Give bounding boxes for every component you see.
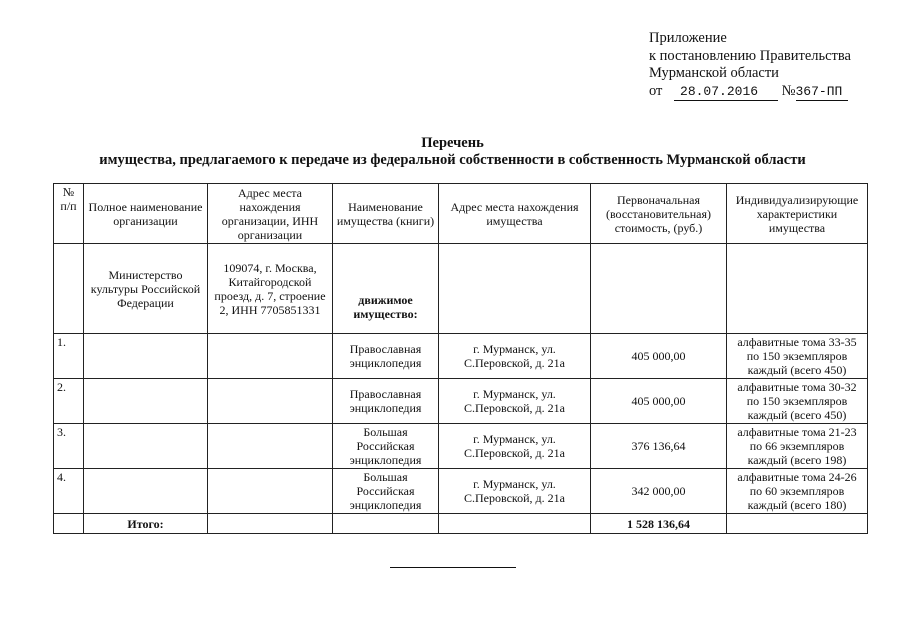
table-row	[54, 334, 868, 379]
title-line-1: Перечень	[421, 135, 484, 151]
appendix-line-3: Мурманской области	[649, 65, 779, 81]
row-empty-address	[208, 424, 333, 469]
row-empty-org	[84, 469, 208, 514]
total-label: Итого:	[84, 514, 208, 534]
row-num: 2.	[54, 379, 84, 424]
header-property-address: Адрес места нахождения имущества	[439, 184, 591, 244]
row-num: 1.	[54, 334, 84, 379]
header-property-name: Наименование имущества (книги)	[333, 184, 439, 244]
row-characteristics: алфавитные тома 33-35 по 150 экземпляров каждый (всего 450)	[727, 334, 868, 379]
appendix-date: 28.07.2016	[674, 83, 778, 102]
row-property-address: г. Мурманск, ул. С.Перовской, д. 21а	[439, 469, 591, 514]
appendix-from-label: от	[649, 82, 663, 99]
property-type: движимое имущество:	[333, 244, 439, 334]
total-empty-address	[208, 514, 333, 534]
table-row	[54, 424, 868, 469]
appendix-date-line	[649, 83, 851, 102]
row-empty-org	[84, 424, 208, 469]
row-empty-org	[84, 334, 208, 379]
end-divider	[390, 567, 516, 568]
org-num-cell	[54, 244, 84, 334]
row-property-address: г. Мурманск, ул. С.Перовской, д. 21а	[439, 379, 591, 424]
header-cost: Первоначальная (восстановительная) стоимость, (руб.)	[591, 184, 727, 244]
appendix-number: 367-ПП	[796, 83, 848, 102]
appendix-line-2: к постановлению Правительства	[649, 47, 851, 64]
table-header-row	[54, 184, 868, 244]
appendix-number-sign: №	[781, 82, 796, 99]
row-empty-address	[208, 379, 333, 424]
org-name: Министерство культуры Российской Федерации	[84, 244, 208, 334]
row-property-name: Православная энциклопедия	[333, 334, 439, 379]
total-empty-prop-address	[439, 514, 591, 534]
row-cost: 405 000,00	[591, 379, 727, 424]
row-cost: 376 136,64	[591, 424, 727, 469]
row-cost: 405 000,00	[591, 334, 727, 379]
row-characteristics: алфавитные тома 24-26 по 60 экземпляров каждый (всего 180)	[727, 469, 868, 514]
row-characteristics: алфавитные тома 21-23 по 66 экземпляров каждый (всего 198)	[727, 424, 868, 469]
table-row	[54, 469, 868, 514]
row-property-name: Большая Российская энциклопедия	[333, 424, 439, 469]
row-num: 4.	[54, 469, 84, 514]
total-empty-num	[54, 514, 84, 534]
appendix-line-1: Приложение	[649, 30, 727, 46]
header-characteristics: Индивидуализирующие характеристики имущества	[727, 184, 868, 244]
row-property-address: г. Мурманск, ул. С.Перовской, д. 21а	[439, 424, 591, 469]
row-empty-address	[208, 334, 333, 379]
total-value: 1 528 136,64	[591, 514, 727, 534]
header-org-name: Полное наименование организации	[84, 184, 208, 244]
appendix-block	[649, 30, 851, 101]
title-line-2: имущества, предлагаемого к передаче из федеральной собственности в собственность Мурманской области	[99, 152, 806, 168]
total-empty-name	[333, 514, 439, 534]
row-num: 3.	[54, 424, 84, 469]
row-empty-address	[208, 469, 333, 514]
row-characteristics: алфавитные тома 30-32 по 150 экземпляров каждый (всего 450)	[727, 379, 868, 424]
org-empty-address	[439, 244, 591, 334]
header-num: № п/п	[54, 184, 84, 244]
organization-row	[54, 244, 868, 334]
row-property-name: Большая Российская энциклопедия	[333, 469, 439, 514]
total-empty-characteristics	[727, 514, 868, 534]
total-row	[54, 514, 868, 534]
row-cost: 342 000,00	[591, 469, 727, 514]
row-property-name: Православная энциклопедия	[333, 379, 439, 424]
org-address: 109074, г. Москва, Китайгородской проезд, д. 7, строение 2, ИНН 7705851331	[208, 244, 333, 334]
row-property-address: г. Мурманск, ул. С.Перовской, д. 21а	[439, 334, 591, 379]
property-table	[53, 183, 868, 534]
org-empty-characteristics	[727, 244, 868, 334]
table-row	[54, 379, 868, 424]
row-empty-org	[84, 379, 208, 424]
header-org-address: Адрес места нахождения организации, ИНН организации	[208, 184, 333, 244]
document-title	[0, 135, 905, 169]
org-empty-cost	[591, 244, 727, 334]
